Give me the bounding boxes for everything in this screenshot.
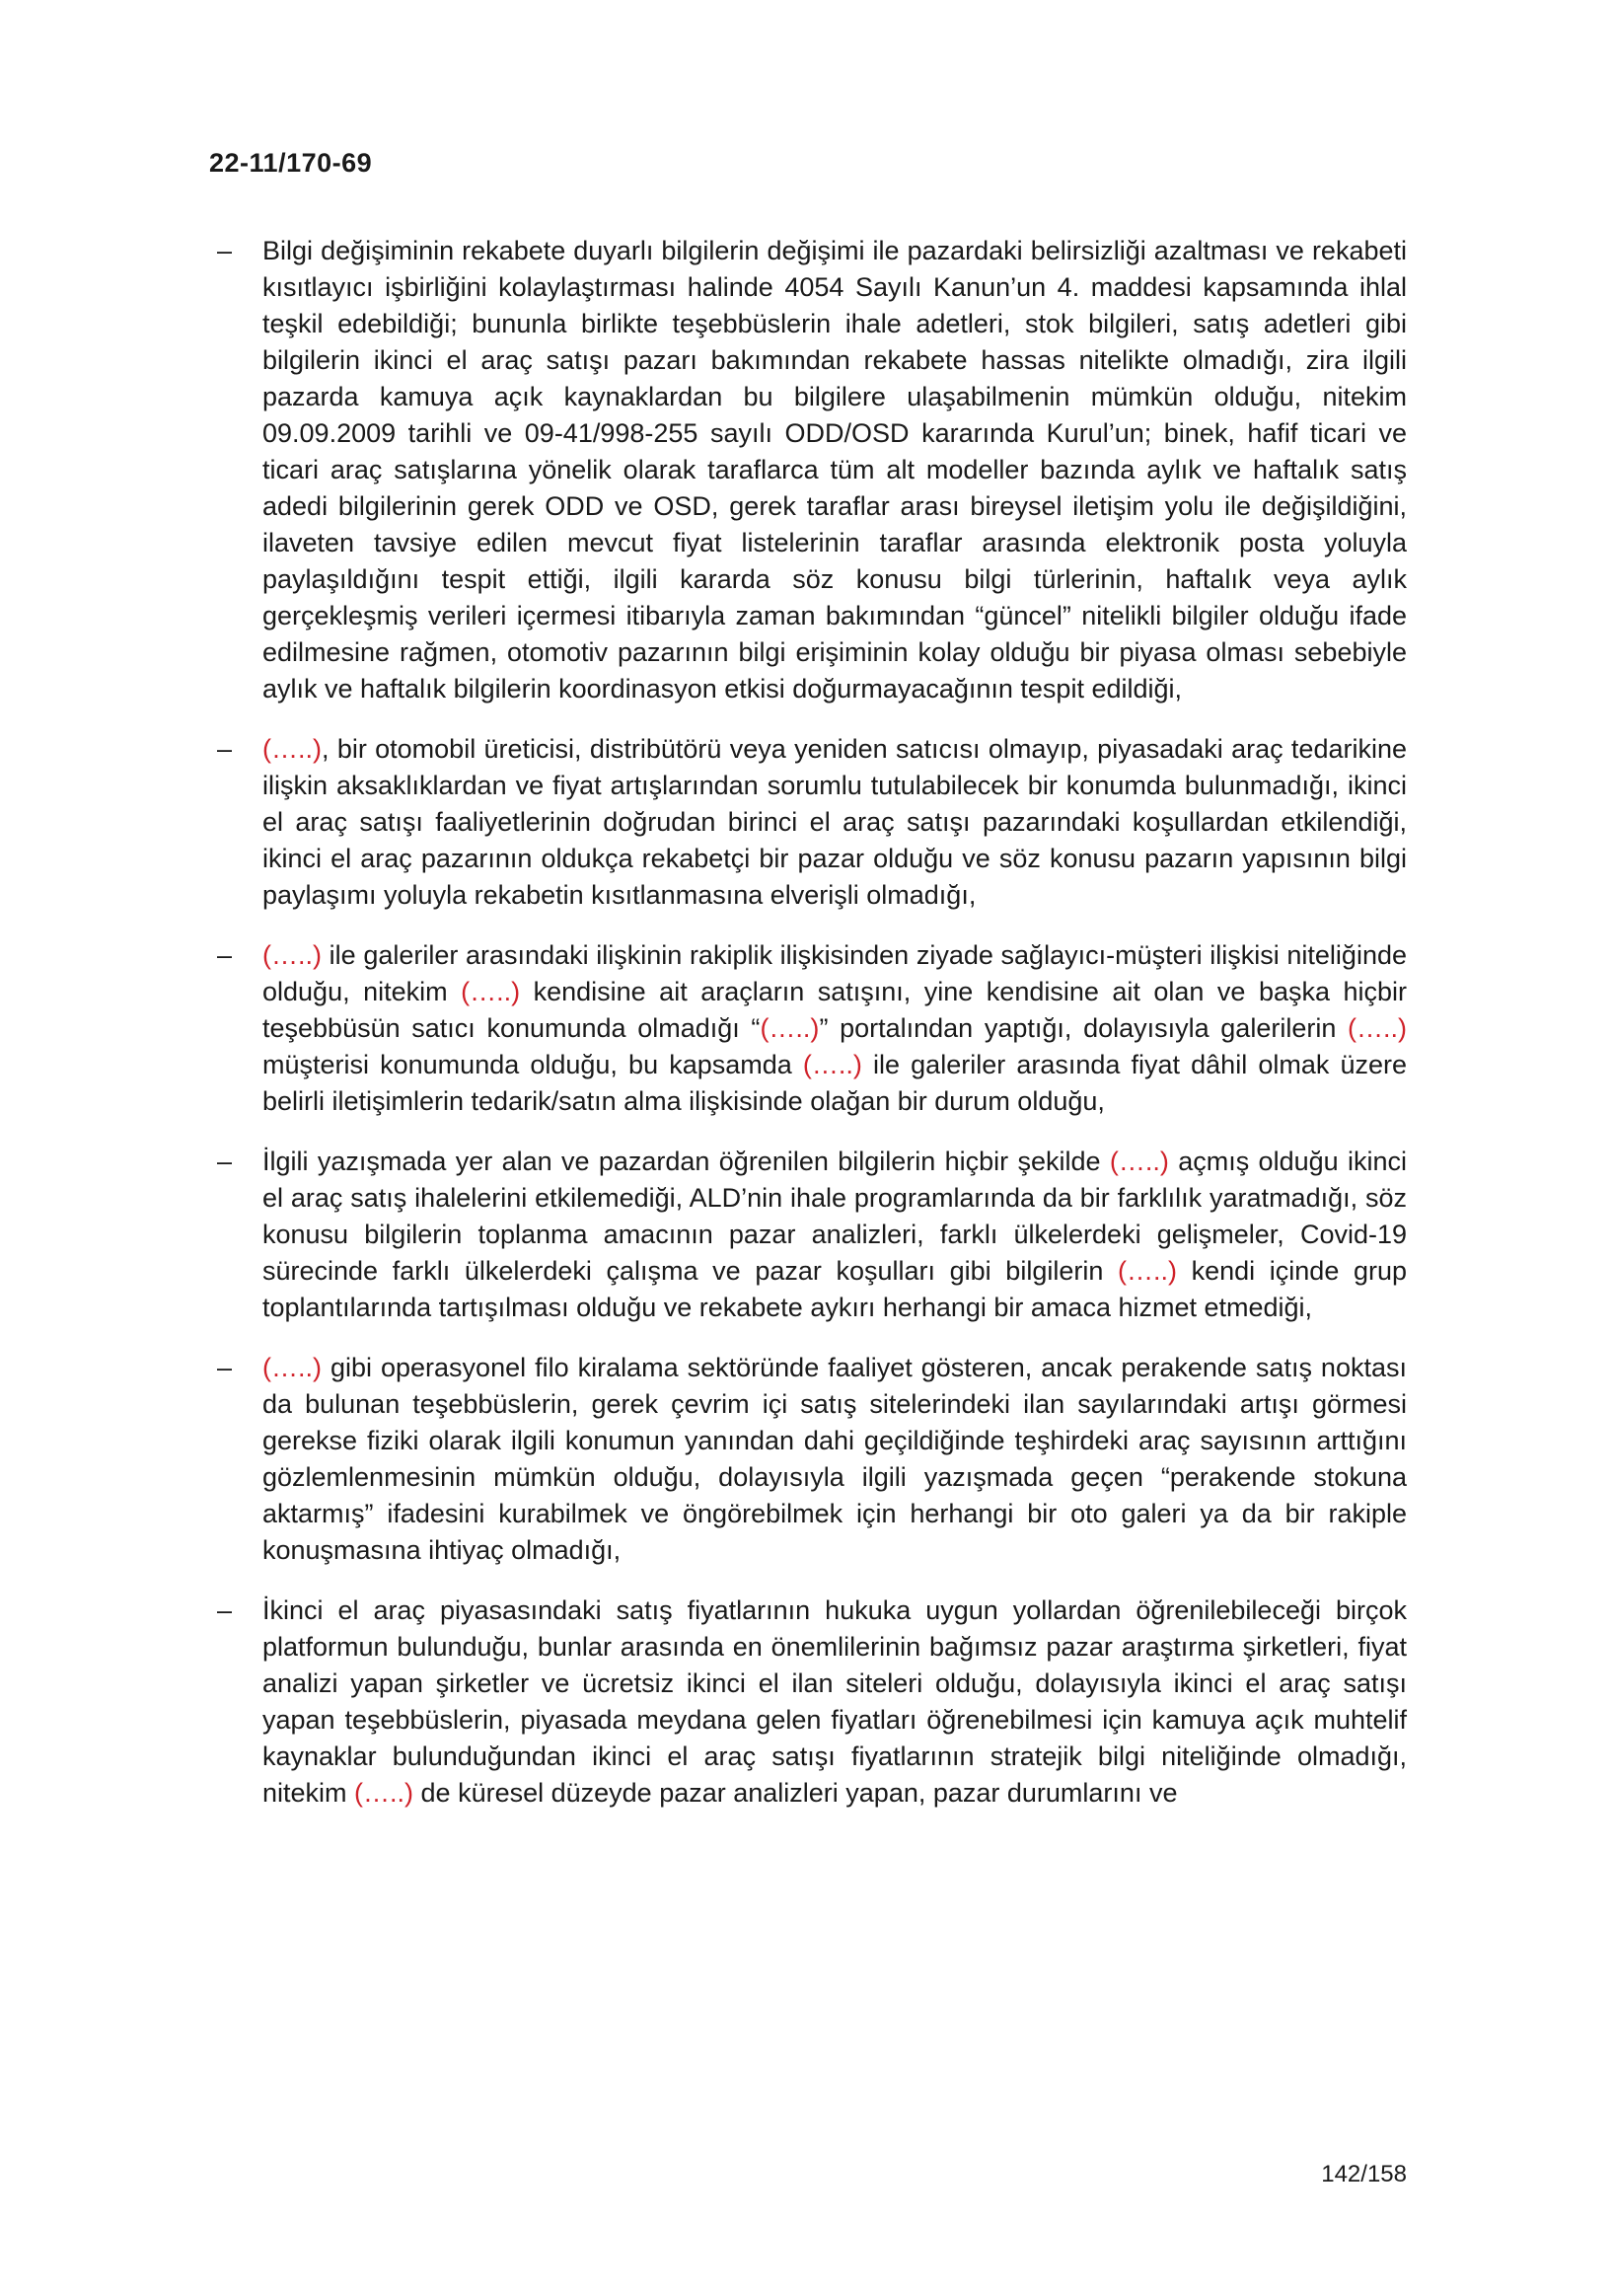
redaction-mark: (…..) xyxy=(354,1778,414,1808)
list-item xyxy=(209,731,1407,914)
item-text: ile galeriler arasında fiyat dâhil olmak üzere belirli iletişimlerin tedarik/satın alma ilişkisinde olağan bir durum olduğu, xyxy=(262,1050,1407,1116)
page-number: 142/158 xyxy=(1321,2161,1407,2187)
redaction-mark: (…..) xyxy=(262,734,322,764)
item-text: de küresel düzeyde pazar analizleri yapan, pazar durumlarını ve xyxy=(413,1778,1178,1808)
item-text: Bilgi değişiminin rekabete duyarlı bilgilerin değişimi ile pazardaki belirsizliği azaltması ve rekabeti kısıtlayıcı işbirliğini kolaylaştırması halinde 4054 Sayılı Kanun’un 4. maddesi kapsamında ihlal teşkil edebildiği; bununla birlikte teşebbüslerin ihale adetleri, stok bilgileri, satış adetleri gibi bilgilerin ikinci el araç satışı pazarı bakımından rekabete hassas nitelikte olmadığı, zira ilgili pazarda kamuya açık kaynaklardan bu bilgilere ulaşabilmenin mümkün olduğu, nitekim 09.09.2009 tarihli ve 09-41/998-255 sayılı ODD/OSD kararında Kurul’un; binek, hafif ticari ve ticari araç satışlarına yönelik olarak taraflarca tüm alt modeller bazında aylık ve haftalık satış adedi bilgilerinin gerek ODD ve OSD, gerek taraflar arası bireysel iletişim yolu ile değişildiğini, ilaveten tavsiye edilen mevcut fiyat listelerinin taraflar arasında elektronik posta yoluyla paylaşıldığını tespit ettiği, ilgili kararda söz konusu bilgi türlerinin, haftalık veya aylık gerçekleşmiş verileri içermesi itibarıyla zaman bakımından “güncel” nitelikli bilgiler olduğu ifade edilmesine rağmen, otomotiv pazarının bilgi erişiminin kolay olduğu bir piyasa olması sebebiyle aylık ve haftalık bilgilerin koordinasyon etkisi doğurmayacağının tespit edildiği, xyxy=(262,236,1407,704)
item-text: kendi içinde grup toplantılarında tartışılması olduğu ve rekabete aykırı herhangi bir amaca hizmet etmediği, xyxy=(262,1256,1407,1322)
redaction-mark: (…..) xyxy=(461,977,521,1006)
redaction-mark: (…..) xyxy=(1109,1147,1169,1176)
item-text: gibi operasyonel filo kiralama sektöründe faaliyet gösteren, ancak perakende satış noktası da bulunan teşebbüslerin, gerek çevrim içi satış sitelerindeki ilan sayılarındaki artışı görmesi gerekse fiziki olarak ilgili konumun yanından dahi geçildiğinde teşhirdeki araç sayısının arttığını gözlemlenmesinin mümkün olduğu, dolayısıyla ilgili yazışmada geçen “perakende stokuna aktarmış” ifadesini kurabilmek ve öngörebilmek için herhangi bir oto galeri ya da bir rakiple konuşmasına ihtiyaç olmadığı, xyxy=(262,1353,1407,1565)
list-item xyxy=(209,1350,1407,1569)
list-item xyxy=(209,233,1407,707)
redaction-mark: (…..) xyxy=(802,1050,862,1079)
item-text: İkinci el araç piyasasındaki satış fiyatlarının hukuka uygun yollardan öğrenilebileceği birçok platformun bulunduğu, bunlar arasında en önemlilerinin bağımsız pazar araştırma şirketleri, fiyat analizi yapan şirketler ve ücretsiz ikinci el ilan siteleri olduğu, dolayısıyla ikinci el araç satışı yapan teşebbüslerin, piyasada meydana gelen fiyatları öğrenebilmesi için kamuya açık muhtelif kaynaklar bulunduğundan ikinci el araç satışı fiyatlarının stratejik bilgi niteliğinde olmadığı, nitekim xyxy=(262,1595,1407,1808)
item-text: , bir otomobil üreticisi, distribütörü veya yeniden satıcısı olmayıp, piyasadaki araç tedarikine ilişkin aksaklıklardan ve fiyat artışlarından sorumlu tutulabilecek bir konumda bulunmadığı, ikinci el araç satışı faaliyetlerinin doğrudan birinci el araç satışı pazarındaki koşullardan etkilendiği, ikinci el araç pazarının oldukça rekabetçi bir pazar olduğu ve söz konusu pazarın yapısının bilgi paylaşımı yoluyla rekabetin kısıtlanmasına elverişli olmadığı, xyxy=(262,734,1407,910)
redaction-mark: (…..) xyxy=(262,1353,322,1382)
redaction-mark: (…..) xyxy=(1117,1256,1177,1286)
redaction-mark: (…..) xyxy=(1348,1013,1408,1043)
document-body xyxy=(209,233,1407,1835)
dash-bullet: – xyxy=(217,1147,233,1176)
item-text: müşterisi konumunda olduğu, bu kapsamda xyxy=(262,1050,803,1079)
list-item xyxy=(209,1144,1407,1326)
item-text: ” portalından yaptığı, dolayısıyla galerilerin xyxy=(819,1013,1349,1043)
dash-bullet: – xyxy=(217,940,233,970)
item-text: kendisine ait araçların satışını, yine kendisine ait olan ve başka hiçbir teşebbüsün satıcı konumunda olmadığı “ xyxy=(262,977,1408,1043)
redaction-mark: (…..) xyxy=(760,1013,820,1043)
item-text: ile galeriler arasındaki ilişkinin rakiplik ilişkisinden ziyade sağlayıcı-müşteri ilişkisi niteliğinde olduğu, nitekim xyxy=(262,940,1407,1006)
item-text: İlgili yazışmada yer alan ve pazardan öğrenilen bilgilerin hiçbir şekilde xyxy=(262,1147,1110,1176)
list-item xyxy=(209,937,1407,1120)
document-number: 22-11/170-69 xyxy=(209,148,373,178)
dash-bullet: – xyxy=(217,236,233,265)
dash-bullet: – xyxy=(217,1353,233,1382)
dash-bullet: – xyxy=(217,1595,233,1625)
item-text: açmış olduğu ikinci el araç satış ihalelerini etkilemediği, ALD’nin ihale programlarında da bir farklılık yaratmadığı, söz konusu bilgilerin toplanma amacının pazar analizleri, farklı ülkelerdeki gelişmeler, Covid-19 sürecinde farklı ülkelerdeki çalışma ve pazar koşulları gibi bilgilerin xyxy=(262,1147,1407,1286)
dash-bullet: – xyxy=(217,734,233,764)
list-item xyxy=(209,1592,1407,1812)
redaction-mark: (…..) xyxy=(262,940,322,970)
